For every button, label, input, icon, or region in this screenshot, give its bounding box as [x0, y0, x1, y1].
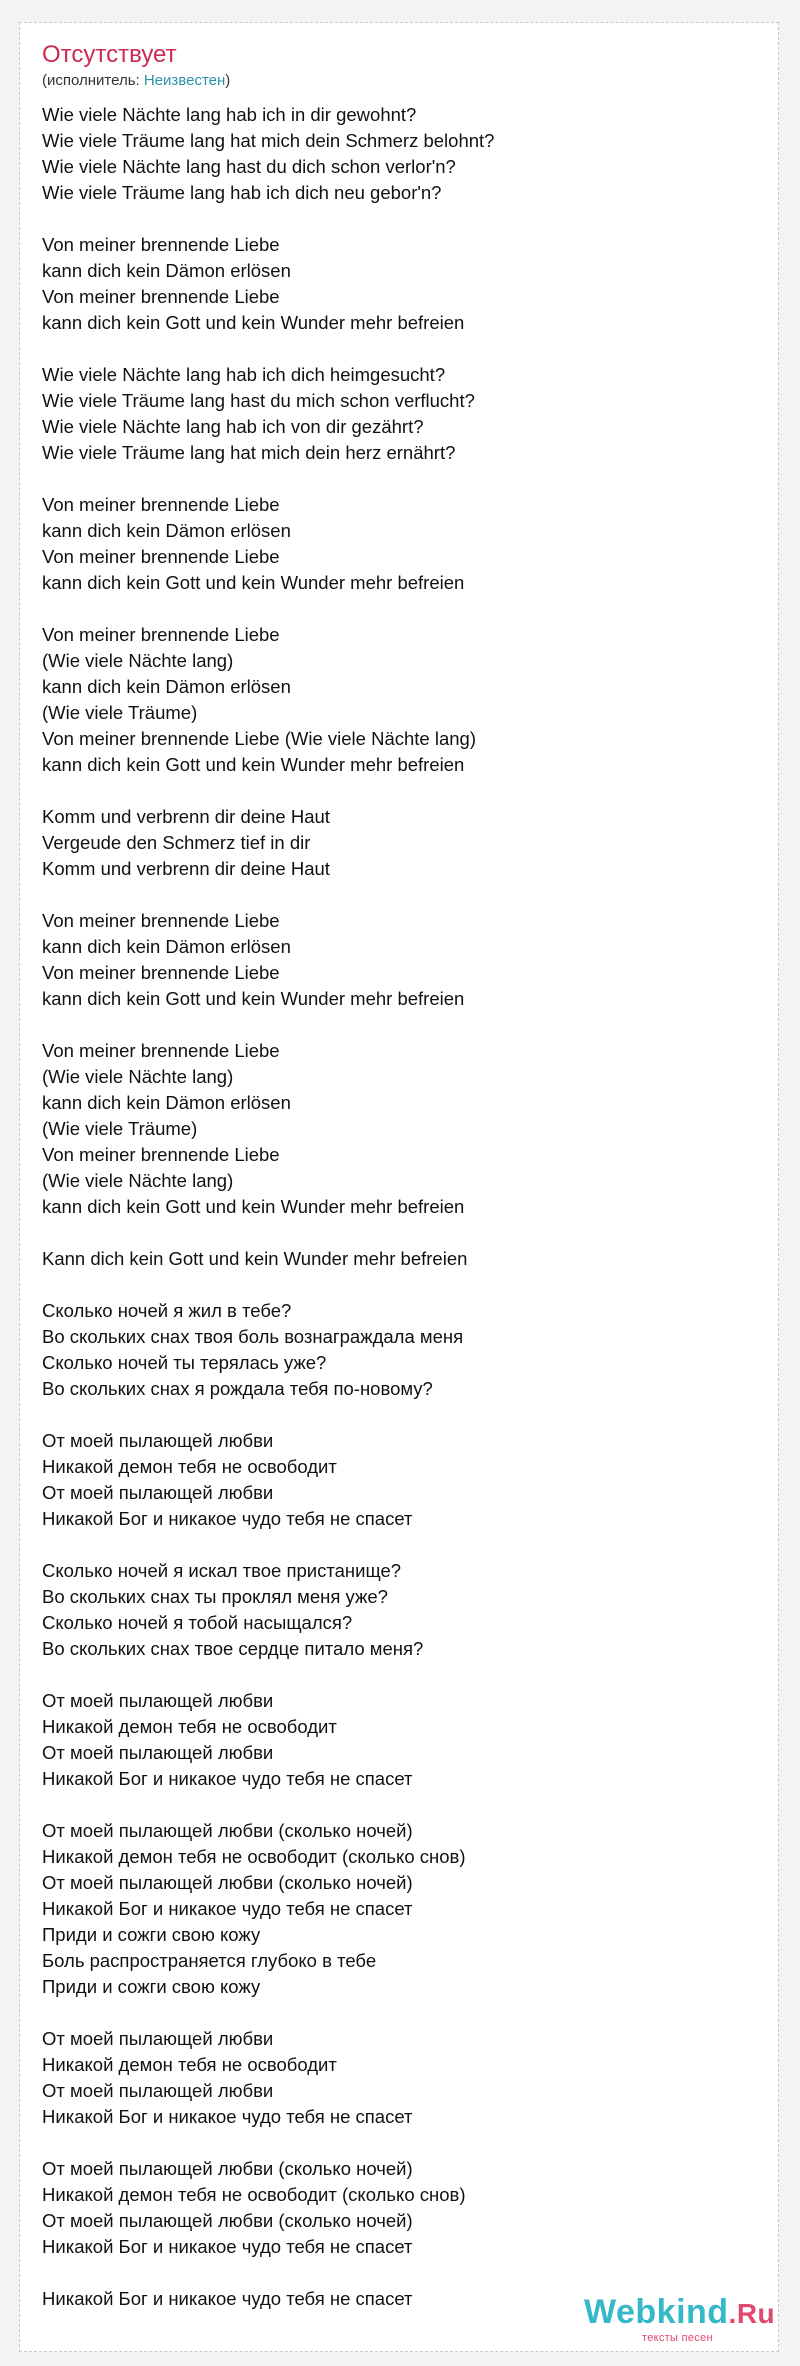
song-title: Отсутствует: [42, 41, 177, 68]
lyric-line: Во скольких снах твоя боль вознаграждала меня: [42, 1326, 464, 1347]
lyric-line: Von meiner brennende Liebe: [42, 546, 280, 567]
lyric-line: Во скольких снах твое сердце питало меня?: [42, 1638, 424, 1659]
stanza-gap: [42, 778, 762, 804]
lyric-line: (Wie viele Träume): [42, 1118, 198, 1139]
lyric-line: Сколько ночей я жил в тебе?: [42, 1300, 292, 1321]
lyric-line: Von meiner brennende Liebe: [42, 1144, 280, 1165]
logo-tagline: тексты песен: [642, 2332, 713, 2344]
logo-wordmark: [584, 2292, 775, 2334]
lyric-line: (Wie viele Nächte lang): [42, 1066, 234, 1087]
stanza-gap: [42, 206, 762, 232]
lyric-line: (Wie viele Nächte lang): [42, 1170, 234, 1191]
lyric-line: Von meiner brennende Liebe: [42, 1040, 280, 1061]
lyric-line: Никакой демон тебя не освободит (сколько снов): [42, 1846, 466, 1867]
stanza-gap: [42, 1792, 762, 1818]
stanza-gap: [42, 1272, 762, 1298]
lyric-line: (Wie viele Nächte lang): [42, 650, 234, 671]
lyric-line: kann dich kein Gott und kein Wunder mehr befreien: [42, 988, 465, 1009]
lyrics-text: [42, 102, 762, 2312]
lyric-line: kann dich kein Dämon erlösen: [42, 1092, 291, 1113]
lyric-line: Wie viele Träume lang hat mich dein herz ernährt?: [42, 442, 456, 463]
lyric-line: Von meiner brennende Liebe: [42, 286, 280, 307]
lyric-line: Kann dich kein Gott und kein Wunder mehr befreien: [42, 1248, 468, 1269]
lyric-line: Wie viele Nächte lang hast du dich schon verlor'n?: [42, 156, 456, 177]
lyric-line: Wie viele Nächte lang hab ich in dir gewohnt?: [42, 104, 417, 125]
artist-link[interactable]: Неизвестен: [143, 72, 226, 89]
stanza-gap: [42, 466, 762, 492]
lyric-line: Никакой демон тебя не освободит: [42, 1716, 337, 1737]
lyric-line: От моей пылающей любви (сколько ночей): [42, 2158, 413, 2179]
lyric-line: kann dich kein Dämon erlösen: [42, 260, 291, 281]
stanza-gap: [42, 882, 762, 908]
artist-line: [42, 71, 230, 91]
lyric-line: Никакой Бог и никакое чудо тебя не спасет: [42, 2236, 413, 2257]
lyric-line: kann dich kein Dämon erlösen: [42, 520, 291, 541]
lyric-line: Боль распространяется глубоко в тебе: [42, 1950, 377, 1971]
logo-main-text: Webkind: [584, 2293, 729, 2331]
stanza-gap: [42, 1402, 762, 1428]
lyric-line: Von meiner brennende Liebe: [42, 962, 280, 983]
stanza-gap: [42, 1532, 762, 1558]
lyric-line: Никакой Бог и никакое чудо тебя не спасет: [42, 1768, 413, 1789]
lyric-line: Vergeude den Schmerz tief in dir: [42, 832, 311, 853]
lyric-line: Никакой Бог и никакое чудо тебя не спасет: [42, 2288, 413, 2309]
stanza-gap: [42, 1220, 762, 1246]
lyric-line: Никакой демон тебя не освободит: [42, 1456, 337, 1477]
stanza-gap: [42, 336, 762, 362]
lyric-line: Von meiner brennende Liebe (Wie viele Nächte lang): [42, 728, 476, 749]
lyric-line: Никакой Бог и никакое чудо тебя не спасет: [42, 2106, 413, 2127]
lyric-line: Von meiner brennende Liebe: [42, 234, 280, 255]
lyric-line: Wie viele Nächte lang hab ich dich heimgesucht?: [42, 364, 446, 385]
logo-suffix: .Ru: [728, 2298, 776, 2329]
lyric-line: Von meiner brennende Liebe: [42, 494, 280, 515]
lyric-line: Никакой демон тебя не освободит (сколько снов): [42, 2184, 466, 2205]
lyric-line: Von meiner brennende Liebe: [42, 910, 280, 931]
lyric-line: От моей пылающей любви: [42, 2028, 274, 2049]
lyric-line: Komm und verbrenn dir deine Haut: [42, 806, 330, 827]
lyric-line: kann dich kein Dämon erlösen: [42, 936, 291, 957]
lyric-line: kann dich kein Gott und kein Wunder mehr befreien: [42, 312, 465, 333]
stanza-gap: [42, 596, 762, 622]
lyric-line: Никакой Бог и никакое чудо тебя не спасет: [42, 1508, 413, 1529]
stanza-gap: [42, 1012, 762, 1038]
lyric-line: Сколько ночей ты терялась уже?: [42, 1352, 327, 1373]
lyric-line: Von meiner brennende Liebe: [42, 624, 280, 645]
lyric-line: Сколько ночей я искал твое пристанище?: [42, 1560, 402, 1581]
lyric-line: Во скольких снах я рождала тебя по-новому?: [42, 1378, 433, 1399]
lyric-line: От моей пылающей любви: [42, 2080, 274, 2101]
lyric-line: Во скольких снах ты проклял меня уже?: [42, 1586, 388, 1607]
artist-suffix: ): [225, 72, 231, 89]
site-logo[interactable]: [584, 2292, 774, 2352]
lyric-line: От моей пылающей любви: [42, 1430, 274, 1451]
lyric-line: Wie viele Träume lang hab ich dich neu gebor'n?: [42, 182, 442, 203]
lyric-line: kann dich kein Gott und kein Wunder mehr befreien: [42, 1196, 465, 1217]
lyric-line: От моей пылающей любви: [42, 1482, 274, 1503]
lyric-line: От моей пылающей любви: [42, 1742, 274, 1763]
lyric-line: Никакой демон тебя не освободит: [42, 2054, 337, 2075]
stanza-gap: [42, 2260, 762, 2286]
lyric-line: От моей пылающей любви (сколько ночей): [42, 2210, 413, 2231]
stanza-gap: [42, 2000, 762, 2026]
lyric-line: kann dich kein Dämon erlösen: [42, 676, 291, 697]
lyric-line: От моей пылающей любви: [42, 1690, 274, 1711]
lyric-line: Приди и сожги свою кожу: [42, 1924, 261, 1945]
lyric-line: (Wie viele Träume): [42, 702, 198, 723]
lyric-line: Komm und verbrenn dir deine Haut: [42, 858, 330, 879]
artist-prefix: (исполнитель:: [42, 72, 144, 89]
lyric-line: Wie viele Träume lang hast du mich schon verflucht?: [42, 390, 475, 411]
lyric-line: Wie viele Nächte lang hab ich von dir gezährt?: [42, 416, 424, 437]
lyric-line: Сколько ночей я тобой насыщался?: [42, 1612, 353, 1633]
lyric-line: kann dich kein Gott und kein Wunder mehr befreien: [42, 754, 465, 775]
lyric-line: Wie viele Träume lang hat mich dein Schmerz belohnt?: [42, 130, 495, 151]
lyric-line: От моей пылающей любви (сколько ночей): [42, 1872, 413, 1893]
lyric-line: Приди и сожги свою кожу: [42, 1976, 261, 1997]
lyric-line: От моей пылающей любви (сколько ночей): [42, 1820, 413, 1841]
lyric-line: Никакой Бог и никакое чудо тебя не спасет: [42, 1898, 413, 1919]
stanza-gap: [42, 1662, 762, 1688]
stanza-gap: [42, 2130, 762, 2156]
lyric-line: kann dich kein Gott und kein Wunder mehr befreien: [42, 572, 465, 593]
